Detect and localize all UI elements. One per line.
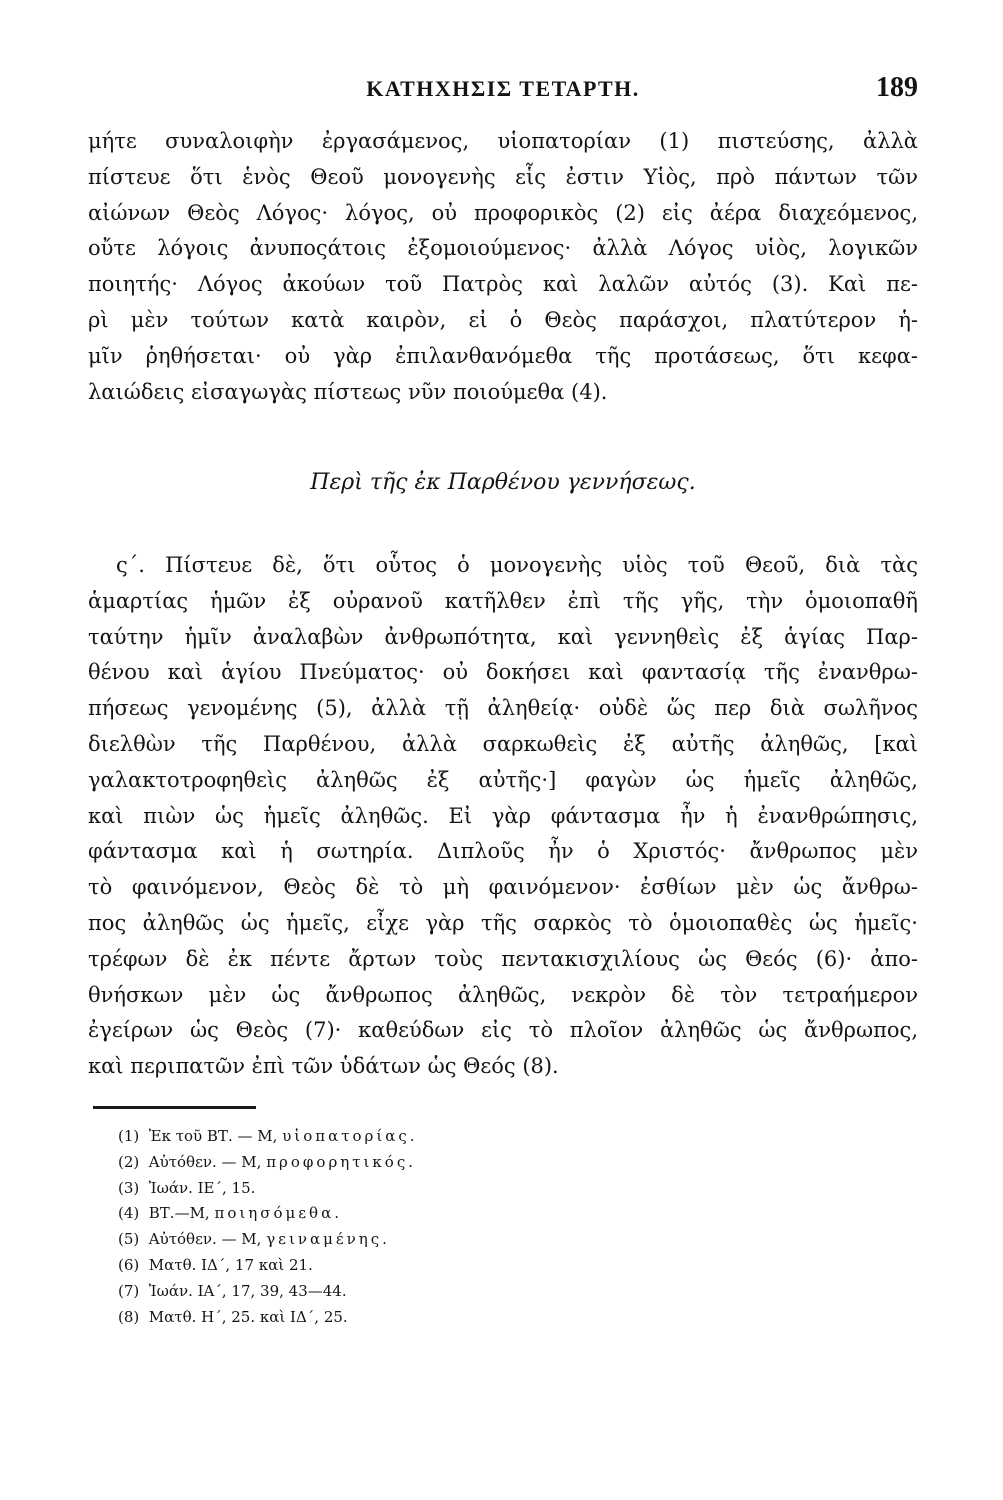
footnote — [118, 1201, 618, 1227]
footnote-mark: (3) — [118, 1178, 140, 1197]
footnote-reading: γειναμένης. — [266, 1230, 390, 1249]
footnote-source: Ἰωάν. ΙΑ΄, 17, 39, 43—44. — [148, 1281, 347, 1300]
footnote-mark: (2) — [118, 1152, 140, 1171]
footnote-source: Ματθ. Η΄, 25. καὶ ΙΔ΄, 25. — [148, 1307, 348, 1326]
footnote — [118, 1124, 618, 1150]
text-line: λαιώδεις εἰσαγωγὰς πίστεως νῦν ποιούμεθα (4). — [88, 379, 608, 404]
text-line: καὶ περιπατῶν ἐπὶ τῶν ὑδάτων ὡς Θεός (8). — [88, 1054, 559, 1079]
footnote-mark: (4) — [118, 1204, 140, 1223]
text-line: τὸ φαινόμενον, Θεὸς δὲ τὸ μὴ φαινόμενον· ἐσθίων μὲν ὡς ἄνθρω- — [88, 875, 918, 900]
text-line: αἰώνων Θεὸς Λόγος· λόγος, οὐ προφορικὸς (2) εἰς ἀέρα διαχεόμενος, — [88, 200, 918, 225]
text-line: θένου καὶ ἁγίου Πνεύματος· οὐ δοκήσει καὶ φαντασίᾳ τῆς ἐνανθρω- — [88, 660, 918, 685]
text-line: φάντασμα καὶ ἡ σωτηρία. Διπλοῦς ἦν ὁ Χριστός· ἄνθρωπος μὲν — [88, 839, 918, 864]
footnote-reading: ποιησόμεθα. — [214, 1204, 342, 1223]
footnote-source: Αὐτόθεν. — Μ, — [148, 1230, 262, 1249]
footnote — [118, 1176, 618, 1202]
footnote — [118, 1227, 618, 1253]
text-line: τρέφων δὲ ἐκ πέντε ἄρτων τοὺς πεντακισχιλίους ὡς Θεός (6)· ἀπο- — [88, 946, 918, 971]
text-line: ταύτην ἡμῖν ἀναλαβὼν ἀνθρωπότητα, καὶ γεννηθεὶς ἐξ ἁγίας Παρ- — [88, 624, 918, 649]
running-title: ΚΑΤΗΧΗΣΙΣ ΤΕΤΑΡΤΗ. — [366, 76, 640, 101]
section-heading: Περὶ τῆς ἐκ Παρθένου γεννήσεως. — [310, 470, 696, 495]
footnote-reading: υἱοπατορίας. — [282, 1127, 418, 1145]
text-line: ἐγείρων ὡς Θεὸς (7)· καθεύδων εἰς τὸ πλοῖον ἀληθῶς ὡς ἄνθρωπος, — [88, 1018, 918, 1043]
text-line: οὔτε λόγοις ἀνυποςάτοις ἐξομοιούμενος· ἀλλὰ Λόγος υἱὸς, λογικῶν — [88, 236, 918, 261]
footnote — [118, 1253, 618, 1279]
text-line: πος ἀληθῶς ὡς ἡμεῖς, εἶχε γὰρ τῆς σαρκὸς τὸ ὁμοιοπαθὲς ὡς ἡμεῖς· — [88, 910, 918, 935]
text-line: πήσεως γενομένης (5), ἀλλὰ τῇ ἀληθείᾳ· οὐδὲ ὥς περ διὰ σωλῆνος — [88, 696, 918, 721]
text-line: θνήσκων μὲν ὡς ἄνθρωπος ἀληθῶς, νεκρὸν δὲ τὸν τετραήμερον — [88, 982, 918, 1007]
footnote-reading: προφορητικός. — [266, 1152, 417, 1171]
text-line: καὶ πιὼν ὡς ἡμεῖς ἀληθῶς. Εἰ γὰρ φάντασμα ἦν ἡ ἐνανθρώπησις, — [88, 803, 918, 828]
footnote-source: Αὐτόθεν. — Μ, — [148, 1152, 262, 1171]
footnote-mark: (7) — [118, 1281, 140, 1300]
text-line: ποιητής· Λόγος ἀκούων τοῦ Πατρὸς καὶ λαλῶν αὐτός (3). Καὶ πε- — [88, 272, 918, 297]
footnote — [118, 1305, 618, 1331]
footnote-source: Ἰωάν. ΙΕ΄, 15. — [148, 1178, 256, 1197]
footnote — [118, 1279, 618, 1305]
text-line: μήτε συναλοιφὴν ἐργασάμενος, υἱοπατορίαν (1) πιστεύσης, ἀλλὰ — [88, 129, 918, 153]
footnote-mark: (1) — [118, 1127, 140, 1145]
paragraph-1 — [88, 124, 918, 410]
text-line: μῖν ῥηθήσεται· οὐ γὰρ ἐπιλανθανόμεθα τῆς προτάσεως, ὅτι κεφα- — [88, 343, 918, 368]
footnote-mark: (6) — [118, 1255, 140, 1274]
footnote-source: ΒΤ.—Μ, — [148, 1204, 210, 1223]
footnote-source: Ἐκ τοῦ ΒΤ. — Μ, — [148, 1127, 278, 1145]
paragraph-2 — [88, 548, 918, 1085]
text-line: γαλακτοτροφηθεὶς ἀληθῶς ἐξ αὐτῆς·] φαγὼν ὡς ἡμεῖς ἀληθῶς, — [88, 767, 918, 792]
text-line: διελθὼν τῆς Παρθένου, ἀλλὰ σαρκωθεὶς ἐξ αὐτῆς ἀληθῶς, [καὶ — [88, 731, 918, 756]
footnote-divider — [93, 1106, 256, 1109]
text-line: ἁμαρτίας ἡμῶν ἐξ οὐρανοῦ κατῆλθεν ἐπὶ τῆς γῆς, τὴν ὁμοιοπαθῆ — [88, 588, 918, 613]
text-line: ρὶ μὲν τούτων κατὰ καιρὸν, εἰ ὁ Θεὸς παράσχοι, πλατύτερον ἡ- — [88, 307, 918, 332]
text-line: πίστευε ὅτι ἑνὸς Θεοῦ μονογενὴς εἷς ἐστιν Υἱὸς, πρὸ πάντων τῶν — [88, 164, 918, 189]
page-header — [88, 72, 918, 112]
text-line: ς΄. Πίστευε δὲ, ὅτι οὗτος ὁ μονογενὴς υἱὸς τοῦ Θεοῦ, διὰ τὰς — [116, 553, 918, 577]
footnotes — [118, 1124, 618, 1330]
footnote-source: Ματθ. ΙΔ΄, 17 καὶ 21. — [148, 1255, 313, 1274]
page-number: 189 — [876, 72, 918, 103]
footnote-mark: (8) — [118, 1307, 140, 1326]
footnote — [118, 1150, 618, 1176]
footnote-mark: (5) — [118, 1230, 140, 1249]
